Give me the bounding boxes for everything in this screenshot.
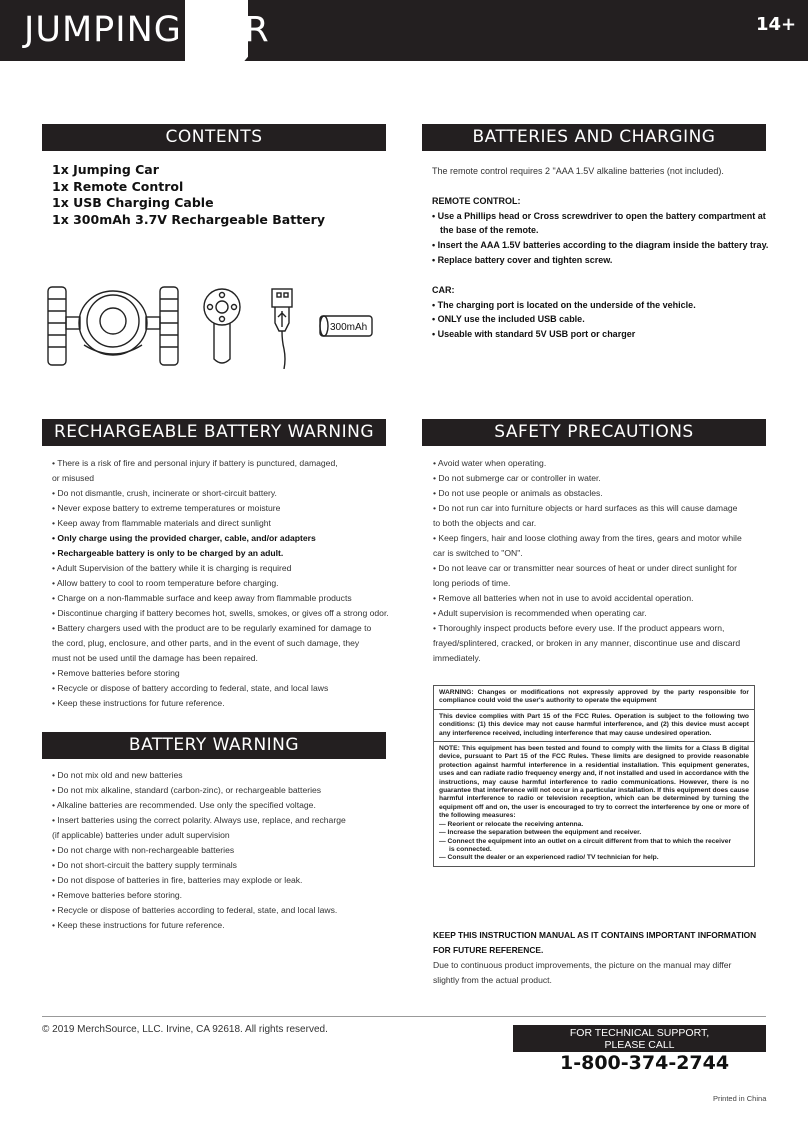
header-dark-right <box>248 0 808 61</box>
keep-manual-notice <box>433 928 773 988</box>
product-note: Due to continuous product improvements, the picture on the manual may differ <box>433 960 732 970</box>
list-item: must not be used until the damage has been repaired. <box>52 653 258 663</box>
page-title: JUMPING CAR <box>24 10 270 50</box>
support-line: PLEASE CALL <box>604 1039 675 1051</box>
support-line: FOR TECHNICAL SUPPORT, <box>569 1027 710 1039</box>
list-item: • Remove batteries before storing <box>52 668 180 678</box>
rechargeable-warning-heading: RECHARGEABLE BATTERY WARNING <box>42 419 386 446</box>
list-item: • Only charge using the provided charger, cable, and/or adapters <box>52 533 316 543</box>
list-item: • Do not charge with non-rechargeable batteries <box>52 845 235 855</box>
contents-illustration <box>44 283 384 369</box>
printed-in: Printed in China <box>713 1094 767 1103</box>
list-item: • Do not submerge car or controller in water. <box>433 473 601 483</box>
list-item: • Do not dismantle, crush, incinerate or short-circuit battery. <box>52 488 277 498</box>
battery-label: 300mAh <box>330 322 368 333</box>
list-item: • Keep away from flammable materials and direct sunlight <box>52 518 271 528</box>
list-item: • Battery chargers used with the product are to be regularly examined for damage to <box>52 623 372 633</box>
list-item: 1x 300mAh 3.7V Rechargeable Battery <box>52 211 325 227</box>
list-item: (if applicable) batteries under adult supervision <box>52 830 230 840</box>
list-item: • Keep these instructions for future reference. <box>52 698 225 708</box>
list-item: • Remove all batteries when not in use to avoid accidental operation. <box>433 593 694 603</box>
list-item: • Remove batteries before storing. <box>52 890 183 900</box>
contents-list <box>52 162 325 228</box>
list-item: • Thoroughly inspect products before every use. If the product appears worn, <box>433 623 725 633</box>
fcc-note-block <box>434 741 754 866</box>
list-item: • Useable with standard 5V USB port or charger <box>432 329 636 340</box>
keep-manual-line: FOR FUTURE REFERENCE. <box>433 945 544 955</box>
car-illustration <box>48 287 178 365</box>
list-item: • Never expose battery to extreme temperatures or moisture <box>52 503 281 513</box>
support-phone: 1-800-374-2744 <box>560 1052 730 1074</box>
fcc-note: NOTE: This equipment has been tested and found to comply with the limits for a Class B digital device, pursuant to Part 15 of the FCC Rules. These limits are designed to provide reasonable protection against harmful interference in a residential installation. This equipment generates, uses and can radiate radio frequency energy and, if not installed and used in accordance with the instructions, may cause harmful interference to radio communications. However, there is no guarantee that interference will not occur in a particular installation. If this equipment does cause harmful interference to radio or television reception, which can be determined by turning the equipment off and on, the user is encouraged to try to correct the interference by one or more of the following measures: <box>439 745 749 820</box>
batteries-heading: BATTERIES AND CHARGING <box>422 124 766 151</box>
list-item: • Keep fingers, hair and loose clothing away from the tires, gears and motor while <box>433 533 742 543</box>
list-item: • Recycle or dispose of batteries according to federal, state, and local laws. <box>52 905 338 915</box>
list-item: • Insert batteries using the correct polarity. Always use, replace, and recharge <box>52 815 346 825</box>
list-item: — Reorient or relocate the receiving antenna. <box>439 820 584 828</box>
age-rating: 14+ <box>756 14 797 35</box>
tech-support-banner <box>513 1025 766 1052</box>
list-item: • Keep these instructions for future reference. <box>52 920 225 930</box>
list-item: frayed/splintered, cracked, or broken in any manner, discontinue use and discard <box>433 638 741 648</box>
list-item: • Adult supervision is recommended when operating car. <box>433 608 647 618</box>
list-item: • Rechargeable battery is only to be charged by an adult. <box>52 548 284 558</box>
copyright: © 2019 MerchSource, LLC. Irvine, CA 92618. All rights reserved. <box>42 1024 328 1035</box>
list-item: • Alkaline batteries are recommended. Use only the specified voltage. <box>52 800 316 810</box>
list-item: • Do not run car into furniture objects or hard surfaces as this will cause damage <box>433 503 738 513</box>
usb-cable-illustration <box>272 289 292 369</box>
list-item: 1x USB Charging Cable <box>52 195 214 210</box>
list-item: • Do not leave car or transmitter near sources of heat or under direct sunlight for <box>433 563 737 573</box>
list-item: immediately. <box>433 653 481 663</box>
list-item: • Do not use people or animals as obstacles. <box>433 488 603 498</box>
keep-manual-line: KEEP THIS INSTRUCTION MANUAL AS IT CONTAINS IMPORTANT INFORMATION <box>433 930 757 940</box>
list-item: — Consult the dealer or an experienced radio/ TV technician for help. <box>439 854 659 862</box>
battery-warning-list <box>52 768 346 933</box>
list-item: • Discontinue charging if battery becomes hot, swells, smokes, or gives off a strong odor. <box>52 608 389 618</box>
list-item: • Adult Supervision of the battery while it is charging is required <box>52 563 292 573</box>
list-item: or misused <box>52 473 95 483</box>
batteries-section <box>432 164 772 342</box>
batteries-intro: The remote control requires 2 "AAA 1.5V alkaline batteries (not included). <box>432 166 724 176</box>
product-note: slightly from the actual product. <box>433 975 552 985</box>
list-item: • Allow battery to cool to room temperature before charging. <box>52 578 279 588</box>
list-item: car is switched to "ON". <box>433 548 523 558</box>
list-item: 1x Remote Control <box>52 178 184 194</box>
fcc-compliance: This device complies with Part 15 of the FCC Rules. Operation is subject to the following two conditions: (1) this device may not cause harmful interference, and (2) this device must accept any interference received, including interference that may cause undesired operation. <box>434 709 754 741</box>
list-item: • Charge on a non-flammable surface and keep away from flammable products <box>52 593 352 603</box>
fcc-notice-box <box>433 685 755 867</box>
battery-warning-heading: BATTERY WARNING <box>42 732 386 759</box>
list-item: • Do not short-circuit the battery supply terminals <box>52 860 237 870</box>
car-title: CAR: <box>432 284 455 295</box>
list-item: • ONLY use the included USB cable. <box>432 314 585 325</box>
list-item: • The charging port is located on the underside of the vehicle. <box>432 299 696 310</box>
safety-heading: SAFETY PRECAUTIONS <box>422 419 766 446</box>
remote-illustration <box>204 289 240 363</box>
list-item: is connected. <box>449 845 492 853</box>
rechargeable-warning-list <box>52 456 389 711</box>
safety-list <box>433 456 742 666</box>
remote-control-title: REMOTE CONTROL: <box>432 195 521 206</box>
list-item: — Increase the separation between the equipment and receiver. <box>439 829 642 837</box>
list-item: long periods of time. <box>433 578 511 588</box>
list-item: — Connect the equipment into an outlet on a circuit different from that to which the receiver <box>439 837 732 845</box>
list-item: • There is a risk of fire and personal injury if battery is punctured, damaged, <box>52 458 338 468</box>
list-item: to both the objects and car. <box>433 518 537 528</box>
footer-divider <box>42 1016 766 1017</box>
list-item: 1x Jumping Car <box>52 162 159 177</box>
list-item: • Do not mix old and new batteries <box>52 770 183 780</box>
fcc-warning: WARNING: Changes or modifications not expressly approved by the party responsible for compliance could void the user's authority to operate the equipment <box>439 689 749 705</box>
contents-heading: CONTENTS <box>42 124 386 151</box>
list-item: • Use a Phillips head or Cross screwdriver to open the battery compartment at <box>432 210 766 221</box>
list-item: • Insert the AAA 1.5V batteries according to the diagram inside the battery tray. <box>432 240 769 251</box>
list-item: • Recycle or dispose of battery according to federal, state, and local laws <box>52 683 329 693</box>
list-item: • Replace battery cover and tighten screw. <box>432 254 613 265</box>
list-item: the base of the remote. <box>440 225 539 236</box>
list-item: the cord, plug, enclosure, and other parts, and in the event of such damage, they <box>52 638 360 648</box>
list-item: • Do not dispose of batteries in fire, batteries may explode or leak. <box>52 875 303 885</box>
list-item: • Do not mix alkaline, standard (carbon-zinc), or rechargeable batteries <box>52 785 322 795</box>
list-item: • Avoid water when operating. <box>433 458 547 468</box>
